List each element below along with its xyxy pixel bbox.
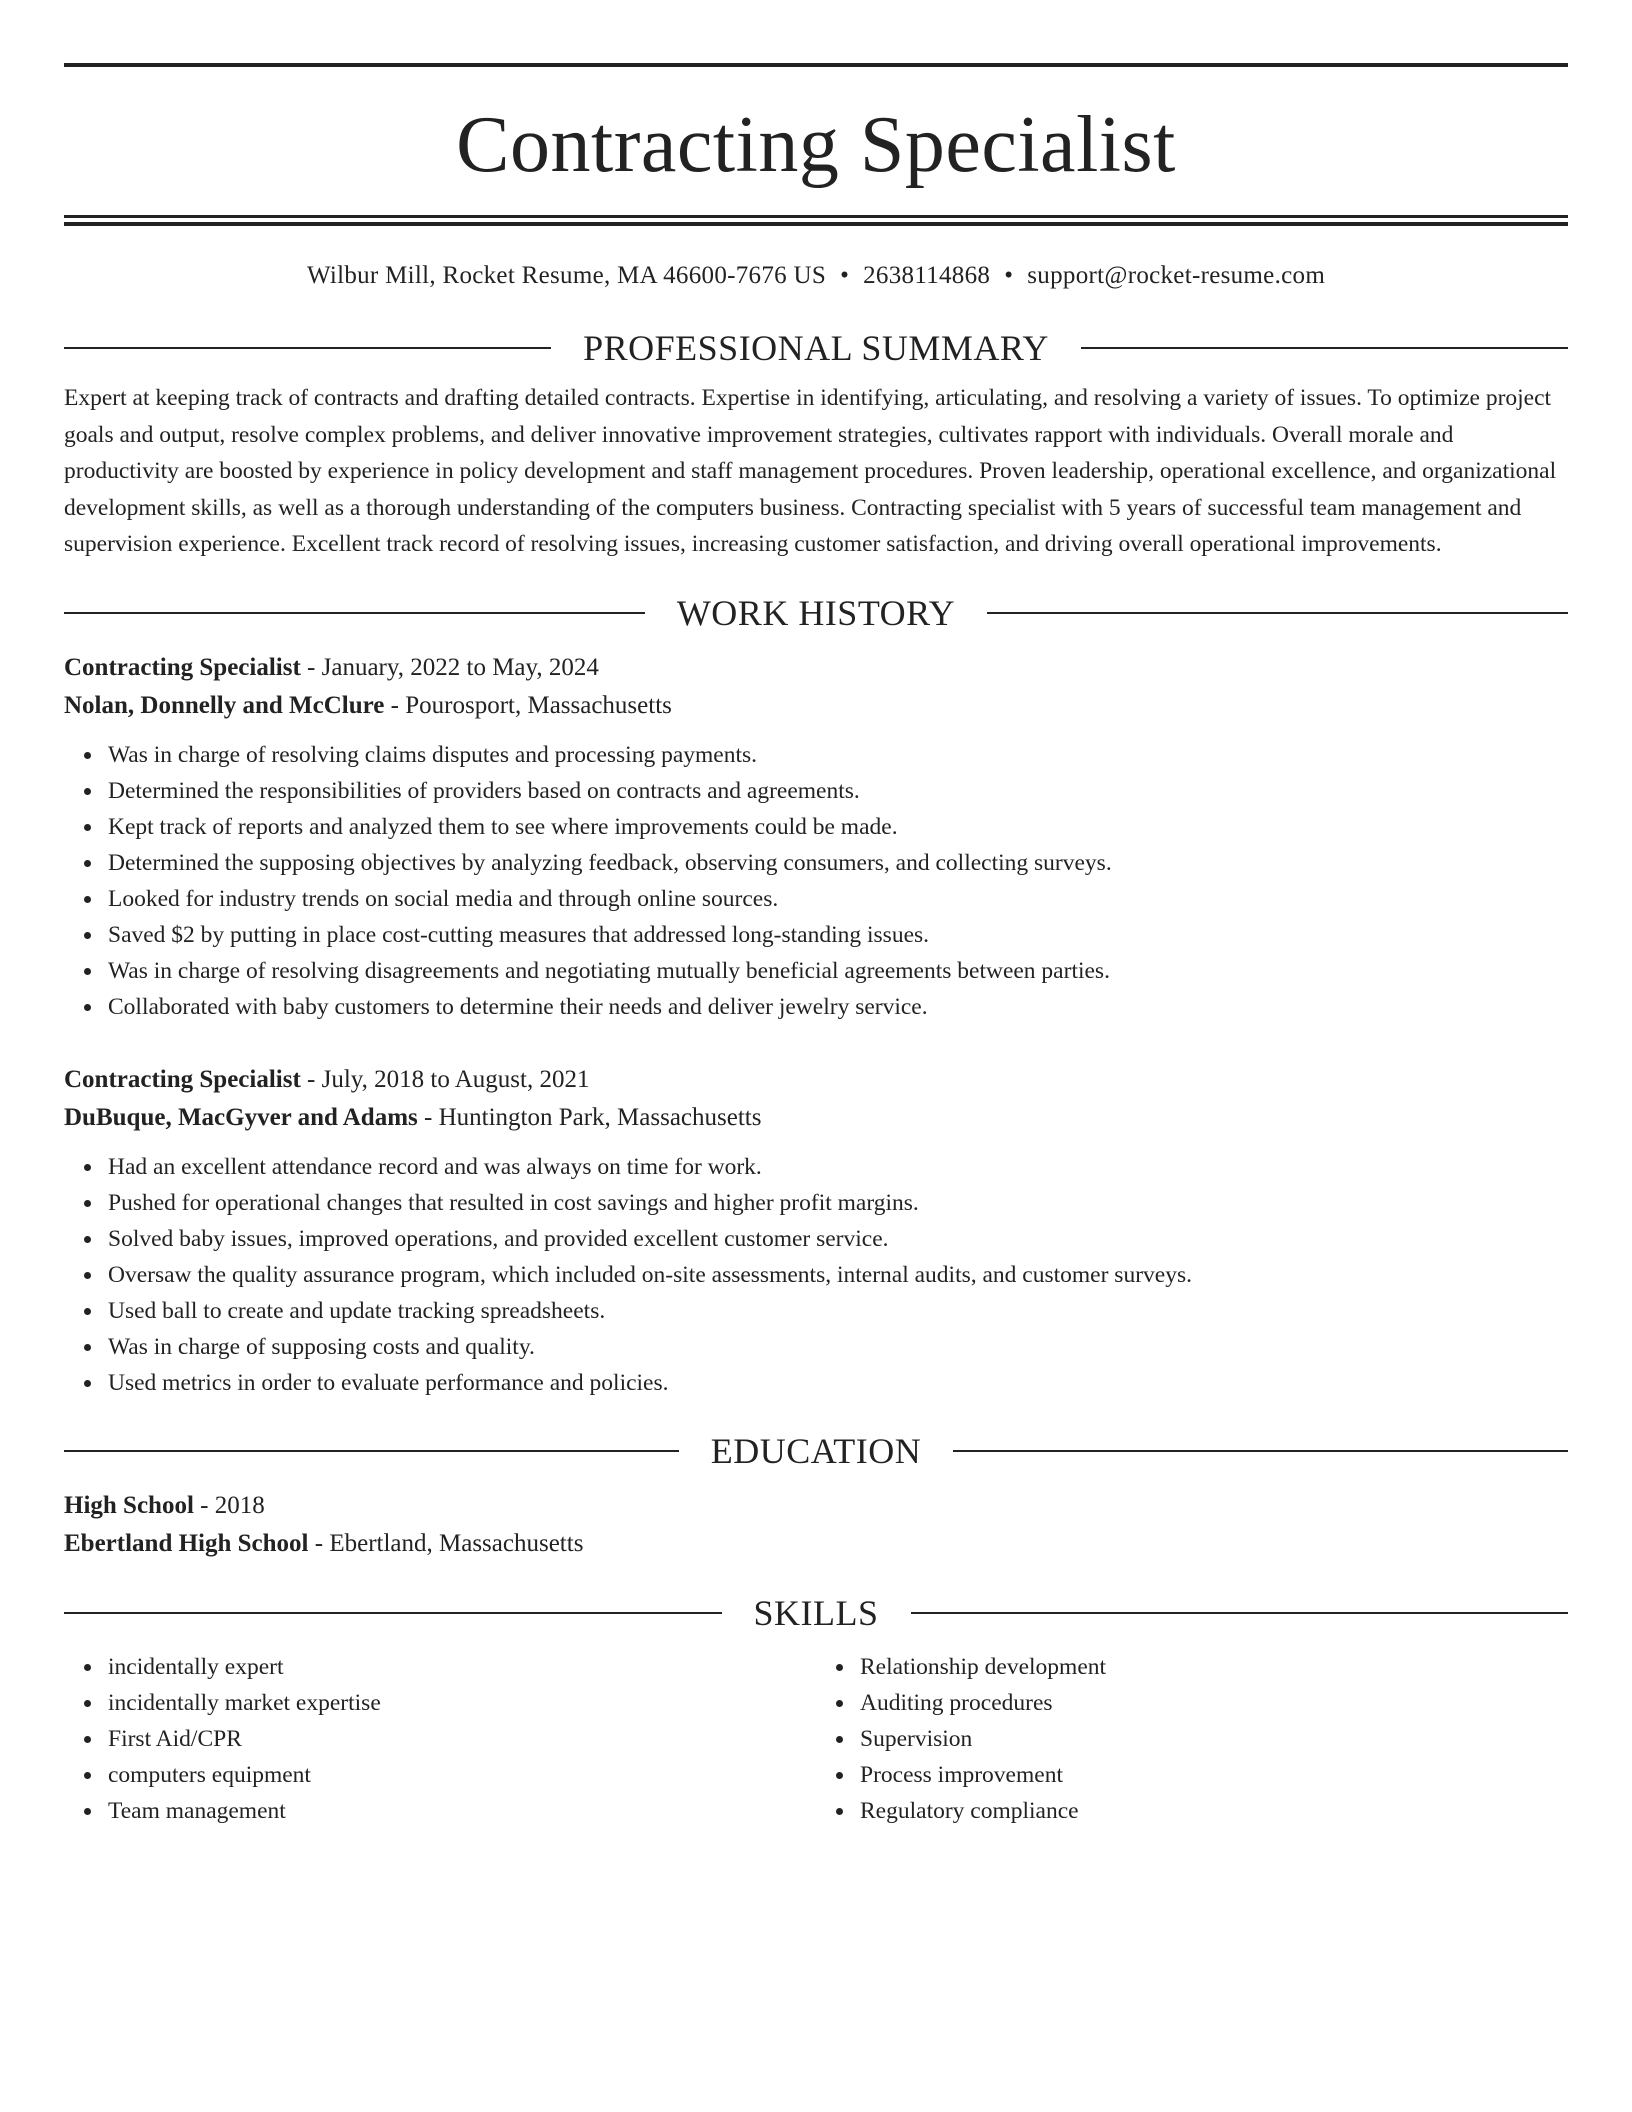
job-dates: - July, 2018 to August, 2021	[300, 1065, 590, 1093]
job-location: - Pourosport, Massachusetts	[384, 691, 672, 719]
heading-rule-left	[64, 1450, 679, 1452]
skill-item: incidentally market expertise	[108, 1685, 816, 1721]
contact-separator: •	[840, 262, 850, 289]
education-school-line	[64, 1525, 1568, 1563]
education-entry	[64, 1487, 1568, 1563]
job-company-line	[64, 687, 1568, 725]
education-school: Ebertland High School	[64, 1529, 309, 1557]
heading-rule-right	[1081, 347, 1568, 349]
contact-address: Wilbur Mill, Rocket Resume, MA 46600-7676 US	[306, 262, 827, 289]
job-bullets	[64, 1149, 1568, 1401]
education-location: - Ebertland, Massachusetts	[308, 1529, 584, 1557]
heading-rule-left	[64, 347, 551, 349]
job-bullet: Was in charge of supposing costs and quality.	[108, 1329, 1568, 1365]
job-bullet: Pushed for operational changes that resulted in cost savings and higher profit margins.	[108, 1185, 1568, 1221]
job-title: Contracting Specialist	[64, 1065, 301, 1093]
job-bullet: Used metrics in order to evaluate performance and policies.	[108, 1365, 1568, 1401]
job-bullet: Oversaw the quality assurance program, which included on-site assessments, internal audits, and customer surveys.	[108, 1257, 1568, 1293]
education-year: - 2018	[193, 1491, 265, 1519]
section-heading-summary	[64, 326, 1568, 370]
resume-page	[64, 0, 1568, 1829]
job-bullets	[64, 737, 1568, 1025]
heading-rule-left	[64, 612, 645, 614]
job-bullet: Looked for industry trends on social media and through online sources.	[108, 881, 1568, 917]
heading-rule-left	[64, 1612, 722, 1614]
section-title-skills: SKILLS	[753, 1592, 879, 1633]
contact-email: support@rocket-resume.com	[1027, 262, 1326, 289]
job-bullet: Saved $2 by putting in place cost-cutting measures that addressed long-standing issues.	[108, 917, 1568, 953]
job-title: Contracting Specialist	[64, 653, 301, 681]
section-title-work: WORK HISTORY	[676, 592, 956, 633]
education-degree-line	[64, 1487, 1568, 1525]
section-title-education: EDUCATION	[710, 1430, 922, 1471]
job-bullet: Was in charge of resolving claims disputes and processing payments.	[108, 737, 1568, 773]
job-title-line	[64, 1061, 1568, 1099]
resume-title: Contracting Specialist	[456, 101, 1176, 189]
skill-item: incidentally expert	[108, 1649, 816, 1685]
job-bullet: Collaborated with baby customers to determine their needs and deliver jewelry service.	[108, 989, 1568, 1025]
skill-item: Process improvement	[860, 1757, 1568, 1793]
summary-text: Expert at keeping track of contracts and drafting detailed contracts. Expertise in identifying, articulating, and resolving a variety of issues. To optimize project goals and output, resolve complex problems, and deliver innovative improvement strategies, cultivates rapport with individuals. Overall morale and productivity are boosted by experience in policy development and staff management procedures. Proven leadership, operational excellence, and organizational development skills, as well as a thorough understanding of the computers business. Contracting specialist with 5 years of successful team management and supervision experience. Excellent track record of resolving issues, increasing customer satisfaction, and driving overall operational improvements.	[64, 385, 1557, 557]
contact-separator: •	[1004, 262, 1014, 289]
skill-item: Regulatory compliance	[860, 1793, 1568, 1829]
job-title-line	[64, 649, 1568, 687]
skill-item: Team management	[108, 1793, 816, 1829]
header-top-rule	[64, 63, 1568, 67]
section-heading-education	[64, 1429, 1568, 1473]
header-double-rule	[64, 215, 1568, 226]
heading-rule-right	[987, 612, 1568, 614]
job-entry	[64, 1061, 1568, 1401]
job-company-line	[64, 1099, 1568, 1137]
skills-list-right	[816, 1649, 1568, 1829]
job-entry	[64, 649, 1568, 1025]
job-bullet: Determined the supposing objectives by analyzing feedback, observing consumers, and collecting surveys.	[108, 845, 1568, 881]
skills-list-left	[64, 1649, 816, 1829]
heading-rule-right	[911, 1612, 1569, 1614]
skill-item: Relationship development	[860, 1649, 1568, 1685]
job-bullet: Solved baby issues, improved operations, and provided excellent customer service.	[108, 1221, 1568, 1257]
section-title-summary: PROFESSIONAL SUMMARY	[583, 328, 1049, 368]
skill-item: First Aid/CPR	[108, 1721, 816, 1757]
job-company: DuBuque, MacGyver and Adams	[64, 1103, 418, 1131]
contact-phone: 2638114868	[863, 262, 991, 289]
section-heading-skills	[64, 1591, 1568, 1635]
job-bullet: Was in charge of resolving disagreements and negotiating mutually beneficial agreements between parties.	[108, 953, 1568, 989]
skill-item: Supervision	[860, 1721, 1568, 1757]
job-bullet: Kept track of reports and analyzed them to see where improvements could be made.	[108, 809, 1568, 845]
job-company: Nolan, Donnelly and McClure	[64, 691, 385, 719]
job-bullet: Determined the responsibilities of providers based on contracts and agreements.	[108, 773, 1568, 809]
job-bullet: Had an excellent attendance record and was always on time for work.	[108, 1149, 1568, 1185]
job-location: - Huntington Park, Massachusetts	[417, 1103, 762, 1131]
skill-item: Auditing procedures	[860, 1685, 1568, 1721]
skill-item: computers equipment	[108, 1757, 816, 1793]
section-heading-work	[64, 591, 1568, 635]
education-degree: High School	[64, 1491, 194, 1519]
skills-columns	[64, 1649, 1568, 1829]
heading-rule-right	[953, 1450, 1568, 1452]
job-dates: - January, 2022 to May, 2024	[300, 653, 599, 681]
contact-line	[64, 260, 1568, 292]
job-bullet: Used ball to create and update tracking spreadsheets.	[108, 1293, 1568, 1329]
